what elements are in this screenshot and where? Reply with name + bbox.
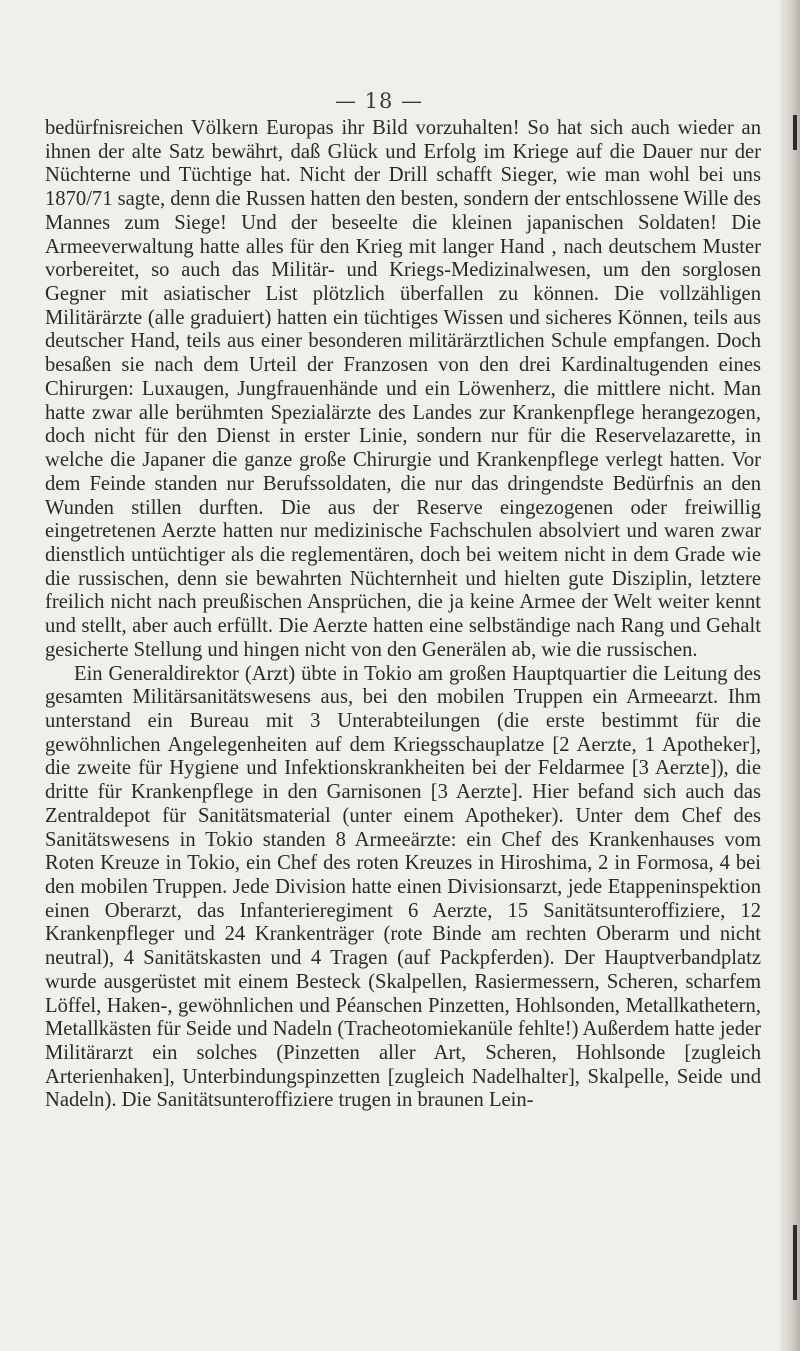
body-text [45,117,761,1113]
paragraph-1: bedürfnisreichen Völkern Europas ihr Bild vorzuhalten! So hat sich auch wieder an ihnen der alte Satz bewährt, daß Glück und Erfolg im Kriege auf die Dauer nur der Nüchterne und Tüchtige hat. Nicht der Drill schafft Sieger, wie man wohl bei uns 1870/71 sagte, denn die Russen hatten den besten, sondern der entschlossene Wille des Mannes zum Siege! Und der beseelte die kleinen japanischen Soldaten! Die Armeeverwaltung hatte alles für den Krieg mit langer Hand ‚ nach deutschem Muster vorbereitet, so auch das Militär- und Kriegs-Medizinalwesen, um den sorglosen Gegner mit asiatischer List plötzlich überfallen zu können. Die vollzähligen Militärärzte (alle graduiert) hatten ein tüchtiges Wissen und sicheres Können, teils aus deutscher Hand, teils aus einer besonderen militärärztlichen Schule empfangen. Doch besaßen sie nach dem Urteil der Franzosen von den drei Kardinaltugenden eines Chirurgen: Luxaugen, Jungfrauenhände und ein Löwenherz, die mittlere nicht. Man hatte zwar alle berühmten Spezialärzte des Landes zur Krankenpflege herangezogen, doch nicht für den Dienst in erster Linie, sondern nur für die Reservelazarette, in welche die Japaner die ganze große Chirurgie und Krankenpflege verlegt hatten. Vor dem Feinde standen nur Berufssoldaten, die nur das dringendste Bedürfnis an den Wunden stillen durften. Die aus der Reserve eingezogenen oder freiwillig eingetretenen Aerzte hatten nur medizinische Fachschulen absolviert und waren zwar dienstlich untüchtiger als die reglementären, doch bei weitem nicht in dem Grade wie die russischen, denn sie bewahrten Nüchternheit und hielten gute Disziplin, letztere freilich nicht nach preußischen Ansprüchen, die ja keine Armee der Welt weiter kennt und stellt, aber auch erfüllt. Die Aerzte hatten eine selbständige nach Rang und Gehalt gesicherte Stellung und hingen nicht von den Generälen ab, wie die russischen. [45,117,761,661]
scan-edge-mark [793,115,797,150]
scan-edge-shadow [780,0,800,1351]
paragraph-2: Ein Generaldirektor (Arzt) übte in Tokio am großen Hauptquartier die Leitung des gesamten Militärsanitätswesens aus, bei den mobilen Truppen ein Armeearzt. Ihm unterstand ein Bureau mit 3 Unterabteilungen (die erste bestimmt für die gewöhnlichen Angelegenheiten auf dem Kriegsschauplatze [2 Aerzte, 1 Apotheker], die zweite für Hygiene und Infektionskrankheiten bei der Feldarmee [3 Aerzte]), die dritte für Krankenpflege in den Garnisonen [3 Aerzte]. Hier befand sich auch das Zentraldepot für Sanitätsmaterial (unter einem Apotheker). Unter dem Chef des Sanitätswesens in Tokio standen 8 Armeeärzte: ein Chef des Krankenhauses vom Roten Kreuze in Tokio, ein Chef des roten Kreuzes in Hiroshima, 2 in Formosa, 4 bei den mobilen Truppen. Jede Division hatte einen Divisionsarzt, jede Etappeninspektion einen Oberarzt, das Infanterieregiment 6 Aerzte, 15 Sanitätsunteroffiziere, 12 Krankenpfleger und 24 Krankenträger (rote Binde am rechten Oberarm und nicht neutral), 4 Sanitätskasten und 4 Tragen (auf Packpferden). Der Hauptverbandplatz wurde ausgerüstet mit einem Besteck (Skalpellen, Rasiermessern, Scheren, scharfem Löffel, Haken-, gewöhnlichen und Péanschen Pinzetten, Hohlsonden, Metallkathetern, Metallkästen für Seide und Nadeln (Tracheotomiekanüle fehlte!) Außerdem hatte jeder Militärarzt ein solches (Pinzetten aller Art, Scheren, Hohlsonde [zugleich Arterienhaken], Unterbindungspinzetten [zugleich Nadelhalter], Skalpelle, Seide und Nadeln). Die Sanitätsunteroffiziere trugen in braunen Lein- [45,662,761,1112]
page-number: — 18 — [334,89,424,113]
scan-edge-mark [793,1225,797,1300]
